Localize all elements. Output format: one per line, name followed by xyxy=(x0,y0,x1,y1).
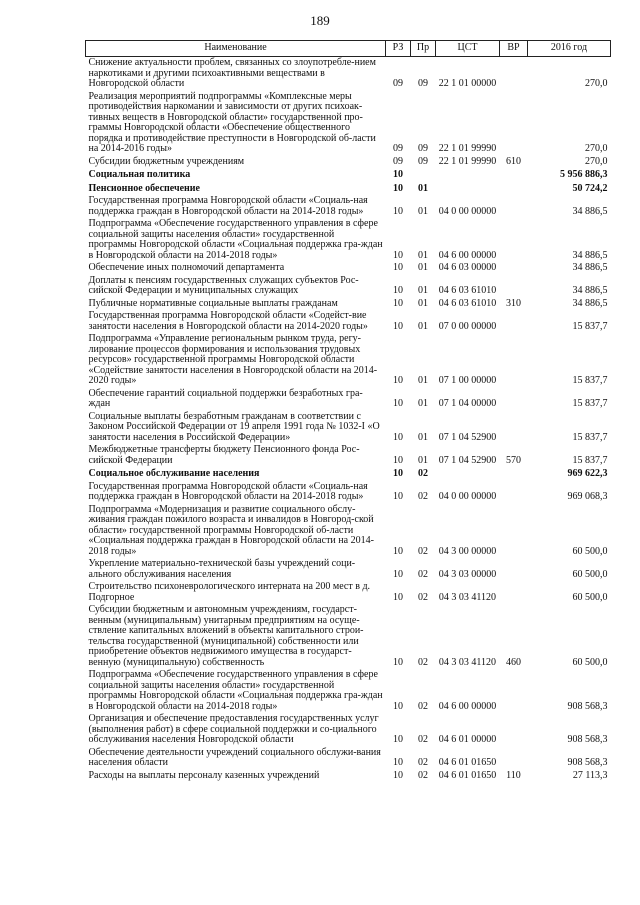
row-sum: 270,0 xyxy=(585,143,608,154)
row-name: Расходы на выплаты персоналу казенных учреждений xyxy=(88,769,320,781)
row-name: Государственная программа Новгородской области «Социаль-ная поддержка граждан в Новгородской области на 2014-2018 годы» xyxy=(88,195,368,217)
row-name: Обеспечение иных полномочий департамента xyxy=(88,262,285,273)
row-vr xyxy=(500,713,528,747)
row-name: Подпрограмма «Обеспечение государственного управления в сфере социальной защиты населения области» государственной программы Новгородской области «Социальная поддержка гра-ждан в Новгородской области на 2014-2018 годы» xyxy=(88,669,383,712)
row-sum: 15 837,7 xyxy=(572,431,608,443)
row-sum: 34 886,5 xyxy=(572,285,608,296)
row-vr xyxy=(500,467,528,481)
row-rz: 10 xyxy=(393,262,403,273)
row-cst: 07 1 04 00000 xyxy=(438,398,497,409)
row-rz: 10 xyxy=(393,468,403,479)
row-rz: 10 xyxy=(393,491,403,502)
row-sum: 15 837,7 xyxy=(572,375,608,386)
table-row xyxy=(86,262,611,275)
row-pr: 02 xyxy=(418,700,428,712)
row-vr xyxy=(500,481,528,504)
row-rz: 10 xyxy=(393,249,403,261)
row-name: Субсидии бюджетным учреждениям xyxy=(88,155,245,167)
row-vr xyxy=(500,168,528,182)
table-row xyxy=(86,310,611,333)
row-pr: 02 xyxy=(418,491,428,502)
row-pr: 01 xyxy=(418,205,428,217)
table-row xyxy=(86,57,611,91)
row-cst: 04 3 00 00000 xyxy=(438,545,497,557)
row-vr: 110 xyxy=(506,769,521,781)
row-pr: 02 xyxy=(418,656,428,668)
row-rz: 10 xyxy=(393,656,403,668)
row-sum: 15 837,7 xyxy=(572,320,608,332)
row-rz: 10 xyxy=(393,297,403,309)
row-pr: 01 xyxy=(418,182,428,194)
row-rz: 10 xyxy=(393,375,403,386)
row-sum: 15 837,7 xyxy=(572,398,608,409)
row-rz: 09 xyxy=(393,155,403,167)
row-name: Укрепление материально-технической базы учреждений соци-ального обслуживания населения xyxy=(88,558,356,580)
row-pr: 01 xyxy=(418,249,428,261)
row-pr: 01 xyxy=(418,454,428,466)
row-cst: 04 6 03 00000 xyxy=(438,262,497,273)
row-pr: 02 xyxy=(418,757,428,768)
row-cst: 04 6 03 61010 xyxy=(438,285,497,296)
row-vr xyxy=(500,581,528,604)
row-sum: 34 886,5 xyxy=(572,262,608,273)
row-sum: 34 886,5 xyxy=(572,297,608,309)
row-pr: 01 xyxy=(418,398,428,409)
row-vr: 460 xyxy=(506,656,521,668)
row-name: Социальное обслуживание населения xyxy=(88,468,260,479)
row-sum: 908 568,3 xyxy=(567,757,608,768)
row-pr: 01 xyxy=(418,297,428,309)
table-row xyxy=(86,182,611,196)
row-pr: 01 xyxy=(418,262,428,273)
row-vr xyxy=(500,388,528,411)
budget-table xyxy=(85,40,611,782)
row-vr xyxy=(500,747,528,770)
table-row xyxy=(86,333,611,388)
row-vr: 310 xyxy=(506,297,521,309)
row-pr: 09 xyxy=(418,78,428,89)
row-cst: 04 6 01 00000 xyxy=(438,734,497,745)
row-name: Пенсионное обеспечение xyxy=(88,182,200,194)
row-rz: 10 xyxy=(393,205,403,217)
row-cst: 22 1 01 00000 xyxy=(438,78,497,89)
row-name: Доплаты к пенсиям государственных служащих субъектов Рос-сийской Федерации и муниципальных служащих xyxy=(88,274,359,296)
row-cst: 07 1 04 52900 xyxy=(438,454,497,466)
header-pr: Пр xyxy=(411,41,436,57)
row-name: Обеспечение гарантий социальной поддержки безработных гра-ждан xyxy=(88,387,363,409)
table-row xyxy=(86,467,611,481)
table-row xyxy=(86,298,611,311)
row-rz: 10 xyxy=(393,769,403,781)
page-number: 189 xyxy=(310,13,330,28)
row-rz: 10 xyxy=(393,568,403,580)
row-sum: 969 622,3 xyxy=(567,468,608,479)
row-vr xyxy=(500,504,528,559)
row-cst: 04 0 00 00000 xyxy=(438,491,497,502)
row-name: Субсидии бюджетным и автономным учреждениям, государст-венным (муниципальным) унитарным предприятиям на осуще-ствление капитальных вложений в объекты капитального строи-тельства государственной (муниципальной) собственности или приобретение объектов недвижимого имущества в государст-венную (муниципальную) собственность xyxy=(88,604,364,668)
header-vr: ВР xyxy=(500,41,528,57)
row-pr: 02 xyxy=(418,545,428,557)
row-cst: 04 6 01 01650 xyxy=(438,769,497,781)
row-cst: 22 1 01 99990 xyxy=(438,143,497,154)
row-sum: 27 113,3 xyxy=(572,769,608,781)
row-rz: 10 xyxy=(393,398,403,409)
row-cst: 04 6 00 00000 xyxy=(438,249,497,261)
row-vr xyxy=(500,558,528,581)
row-cst: 04 6 00 00000 xyxy=(438,700,497,712)
row-pr: 02 xyxy=(418,769,428,781)
row-name: Социальная политика xyxy=(88,169,191,180)
row-rz: 10 xyxy=(393,757,403,768)
table-row xyxy=(86,558,611,581)
row-name: Строительство психоневрологического интерната на 200 мест в д. Подгорное xyxy=(88,581,371,603)
table-row xyxy=(86,581,611,604)
row-rz: 10 xyxy=(393,431,403,443)
row-rz: 10 xyxy=(393,182,403,194)
row-pr: 01 xyxy=(418,431,428,443)
row-vr: 610 xyxy=(506,155,521,167)
row-sum: 60 500,0 xyxy=(572,545,608,557)
table-row xyxy=(86,747,611,770)
table-row xyxy=(86,444,611,467)
row-cst: 04 6 01 01650 xyxy=(438,757,497,768)
table-row xyxy=(86,669,611,713)
table-row xyxy=(86,91,611,156)
table-row xyxy=(86,411,611,445)
row-pr: 01 xyxy=(418,375,428,386)
table-body xyxy=(86,57,611,783)
table-row xyxy=(86,504,611,559)
row-rz: 10 xyxy=(393,169,403,180)
row-pr: 02 xyxy=(418,591,428,603)
row-cst xyxy=(436,182,500,196)
header-cst: ЦСТ xyxy=(436,41,500,57)
row-pr xyxy=(411,168,436,182)
table-row xyxy=(86,604,611,669)
row-cst: 22 1 01 99990 xyxy=(438,155,497,167)
row-cst: 04 0 00 00000 xyxy=(438,205,497,217)
table-row xyxy=(86,275,611,298)
row-sum: 34 886,5 xyxy=(572,249,608,261)
row-sum: 908 568,3 xyxy=(567,700,608,712)
row-pr: 02 xyxy=(418,468,428,479)
row-cst: 04 6 03 61010 xyxy=(438,297,497,309)
table-row xyxy=(86,388,611,411)
row-name: Государственная программа Новгородской области «Содейст-вие занятости населения в Новгородской области на 2014-2020 годы» xyxy=(88,310,368,332)
row-vr: 570 xyxy=(506,454,521,466)
row-vr xyxy=(500,262,528,275)
row-cst: 04 3 03 00000 xyxy=(438,568,497,580)
header-sum: 2016 год xyxy=(528,41,611,57)
row-sum: 270,0 xyxy=(585,155,608,167)
row-pr: 09 xyxy=(418,155,428,167)
row-rz: 10 xyxy=(393,320,403,332)
row-rz: 10 xyxy=(393,700,403,712)
row-sum: 50 724,2 xyxy=(572,182,608,194)
table-row xyxy=(86,218,611,262)
row-cst: 07 0 00 00000 xyxy=(438,320,497,332)
row-sum: 60 500,0 xyxy=(572,591,608,603)
row-vr xyxy=(500,195,528,218)
table-header-row xyxy=(86,41,611,57)
row-cst: 04 3 03 41120 xyxy=(438,591,497,603)
row-name: Реализация мероприятий подпрограммы «Комплексные меры противодействия наркомании и зависимости от других психоак-тивных веществ в Новгородской области» государственной про-граммы Новгородской области «Обеспечение общественного порядка и противодействие преступности в Новгородской об-ласти на 2014-2016 годы» xyxy=(88,90,376,154)
row-sum: 270,0 xyxy=(585,78,608,89)
row-vr xyxy=(500,275,528,298)
row-cst xyxy=(436,467,500,481)
row-sum: 15 837,7 xyxy=(572,454,608,466)
row-vr xyxy=(500,91,528,156)
row-pr: 01 xyxy=(418,285,428,296)
row-name: Обеспечение деятельности учреждений социального обслужи-вания населения области xyxy=(88,746,381,768)
row-name: Государственная программа Новгородской области «Социаль-ная поддержка граждан в Новгородской области на 2014-2018 годы» xyxy=(88,480,368,502)
row-pr: 02 xyxy=(418,568,428,580)
row-name: Подпрограмма «Управление региональным рынком труда, регу-лирование процессов формирования и использования трудовых ресурсов» государственной программы Новгородской области «Содействие занятости населения в Новгородской области на 2014-2020 годы» xyxy=(88,333,378,386)
row-sum: 969 068,3 xyxy=(567,491,608,502)
row-rz: 10 xyxy=(393,285,403,296)
row-rz: 09 xyxy=(393,143,403,154)
row-name: Подпрограмма «Модернизация и развитие социального обслу-живания граждан пожилого возраста и инвалидов в Новгород-ской области» государственной программы Новгородской об-ласти «Социальная поддержка граждан в Новгородской области на 2014-2018 годы» xyxy=(88,503,374,557)
row-cst: 07 1 00 00000 xyxy=(438,375,497,386)
header-name: Наименование xyxy=(86,41,386,57)
row-sum: 60 500,0 xyxy=(572,656,608,668)
row-name: Социальные выплаты безработным гражданам в соответствии с Законом Российской Федерации от 19 апреля 1991 года № 1032-I «О занятости населения в Российской Федерации» xyxy=(88,410,380,443)
row-cst: 07 1 04 52900 xyxy=(438,431,497,443)
row-cst xyxy=(436,168,500,182)
row-pr: 02 xyxy=(418,734,428,745)
table-row xyxy=(86,156,611,169)
row-name: Подпрограмма «Обеспечение государственного управления в сфере социальной защиты населения области» государственной программы Новгородской области «Социальная поддержка гра-ждан в Новгородской области на 2014-2018 годы» xyxy=(88,218,383,261)
row-rz: 10 xyxy=(393,454,403,466)
header-rz: РЗ xyxy=(386,41,411,57)
table-row xyxy=(86,481,611,504)
table-row xyxy=(86,770,611,783)
row-vr xyxy=(500,182,528,196)
row-cst: 04 3 03 41120 xyxy=(438,656,497,668)
row-rz: 10 xyxy=(393,591,403,603)
row-vr xyxy=(500,333,528,388)
row-sum: 5 956 886,3 xyxy=(560,169,608,180)
row-vr xyxy=(500,57,528,91)
row-name: Снижение актуальности проблем, связанных со злоупотребле-нием наркотиками и другими психоактивными веществами в Новгородской области xyxy=(88,57,376,89)
row-rz: 09 xyxy=(393,78,403,89)
table-row xyxy=(86,713,611,747)
row-pr: 01 xyxy=(418,320,428,332)
row-sum: 34 886,5 xyxy=(572,205,608,217)
row-vr xyxy=(500,411,528,445)
row-rz: 10 xyxy=(393,545,403,557)
row-name: Публичные нормативные социальные выплаты гражданам xyxy=(88,297,338,309)
row-sum: 60 500,0 xyxy=(572,568,608,580)
row-sum: 908 568,3 xyxy=(567,734,608,745)
row-name: Организация и обеспечение предоставления государственных услуг (выполнения работ) в сфере социальной поддержки и со-циального обслуживания населения Новгородской области xyxy=(88,713,379,745)
table-row xyxy=(86,195,611,218)
row-name: Межбюджетные трансферты бюджету Пенсионного фонда Рос-сийской Федерации xyxy=(88,444,360,466)
row-vr xyxy=(500,310,528,333)
row-vr xyxy=(500,669,528,713)
table-row xyxy=(86,168,611,182)
row-pr: 09 xyxy=(418,143,428,154)
row-vr xyxy=(500,218,528,262)
row-rz: 10 xyxy=(393,734,403,745)
